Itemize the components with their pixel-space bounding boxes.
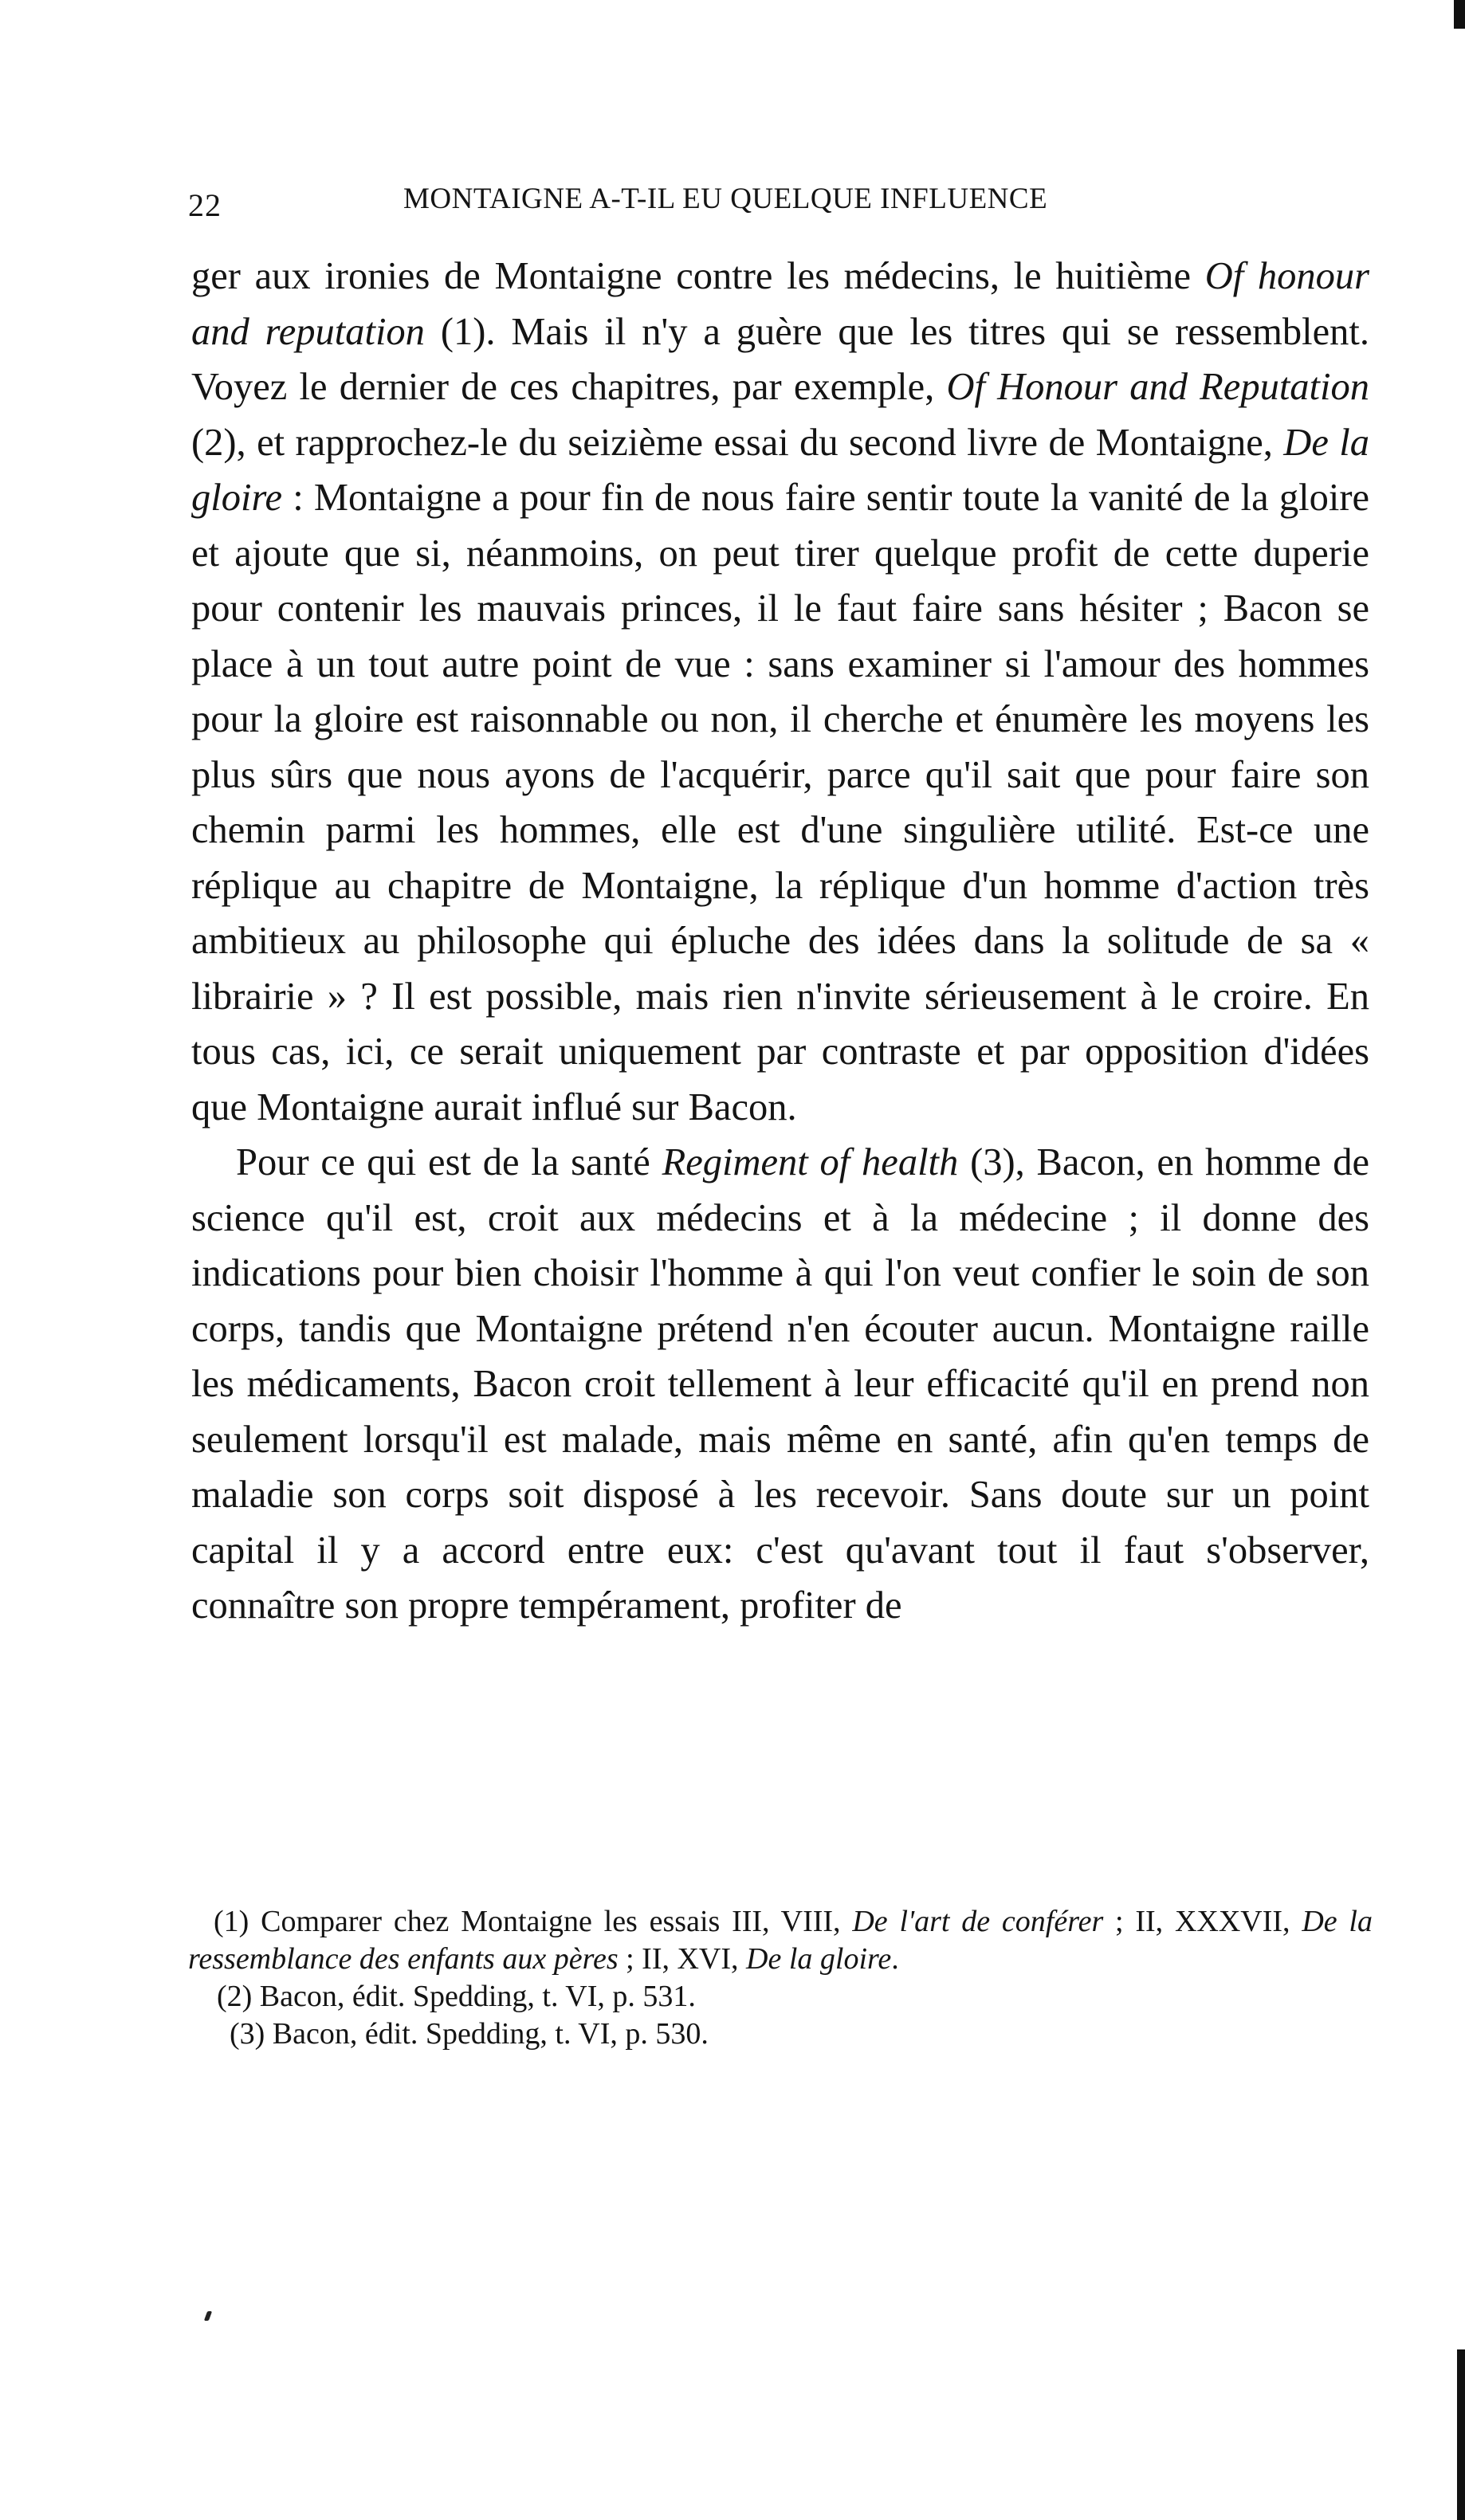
paragraph-2-title-1: Regiment of health — [662, 1141, 959, 1183]
paragraph-1-title-2: Of Honour and Reputation — [946, 366, 1369, 408]
paragraph-2-text-2: (3), Bacon, en homme de science qu'il est, croit aux médecins et à la médecine ; il donne des indications pour bien choisir l'homme à qui l'on veut confier le soin de son corps, tandis que Montaigne prétend n'en écouter aucun. Montaigne raille les médicaments, Bacon croit tellement à leur efficacité qu'il en prend non seulement lorsqu'il est malade, mais même en santé, afin qu'en temps de maladie son corps soit disposé à les recevoir. Sans doute sur un point capital il y a accord entre eux: c'est qu'avant tout il faut s'observer, connaître son propre tempérament, profiter de — [191, 1141, 1370, 1627]
ink-speck — [204, 2311, 212, 2321]
footnote-1-title-b: De la ressemblance des enfants aux pères — [188, 1905, 1373, 1976]
footnote-1-text-c: ; II, XVI, — [618, 1942, 747, 1976]
main-text — [191, 249, 1369, 1634]
paragraph-1-text-3: (2), et rapprochez-le du seizième essai du second livre de Montaigne, — [191, 421, 1284, 464]
footnote-1-text-b: ; II, XXXVII, — [1103, 1905, 1302, 1938]
page-number: 22 — [188, 187, 222, 223]
footnote-1-text-d: . — [891, 1942, 899, 1976]
paragraph-2 — [191, 1135, 1369, 1634]
paragraph-1-title-3: De la gloire — [191, 421, 1369, 519]
footnote-1 — [188, 1903, 1373, 1978]
running-title: MONTAIGNE A-T-IL EU QUELQUE INFLUENCE — [403, 183, 1048, 215]
footnote-1-text-a: (1) Comparer chez Montaigne les essais III, VIII, — [214, 1905, 853, 1938]
paragraph-1-text-4: : Montaigne a pour fin de nous faire sentir toute la vanité de la gloire et ajoute que si, néanmoins, on peut tirer quelque profit de cette duperie pour contenir les mauvais princes, il le faut faire sans hésiter ; Bacon se place à un tout autre point de vue : sans examiner si l'amour des hommes pour la gloire est raisonnable ou non, il cherche et énumère les moyens les plus sûrs que nous ayons de l'acquérir, parce qu'il sait que pour faire son chemin parmi les hommes, elle est d'une singulière utilité. Est-ce une réplique au chapitre de Montaigne, la réplique d'un homme d'action très ambitieux au philosophe qui épluche des idées dans la solitude de sa « librairie » ? Il est possible, mais rien n'invite sérieusement à le croire. En tous cas, ici, ce serait uniquement par contraste et par opposition d'idées que Montaigne aurait influé sur Bacon. — [191, 477, 1369, 1129]
scan-edge-top — [1454, 0, 1465, 29]
scan-edge-bottom — [1457, 2349, 1465, 2520]
footnote-3: (3) Bacon, édit. Spedding, t. VI, p. 530. — [230, 2017, 709, 2051]
paragraph-1-text-1: ger aux ironies de Montaigne contre les médecins, le huitième — [191, 255, 1205, 297]
footnotes — [188, 1903, 1373, 2053]
footnote-1-title-c: De la gloire — [746, 1942, 892, 1976]
footnote-1-title-a: De l'art de conférer — [852, 1905, 1104, 1938]
paragraph-1-text-2: (1). Mais il n'y a guère que les titres qui se ressemblent. Voyez le dernier de ces chapitres, par exemple, — [191, 310, 1369, 408]
paragraph-2-text-1: Pour ce qui est de la santé — [236, 1141, 662, 1183]
page-header — [188, 182, 1154, 230]
paragraph-1 — [191, 249, 1369, 1135]
footnote-2: (2) Bacon, édit. Spedding, t. VI, p. 531. — [217, 1980, 696, 2013]
paragraph-1-title-1: Of honour and reputation — [191, 255, 1369, 353]
